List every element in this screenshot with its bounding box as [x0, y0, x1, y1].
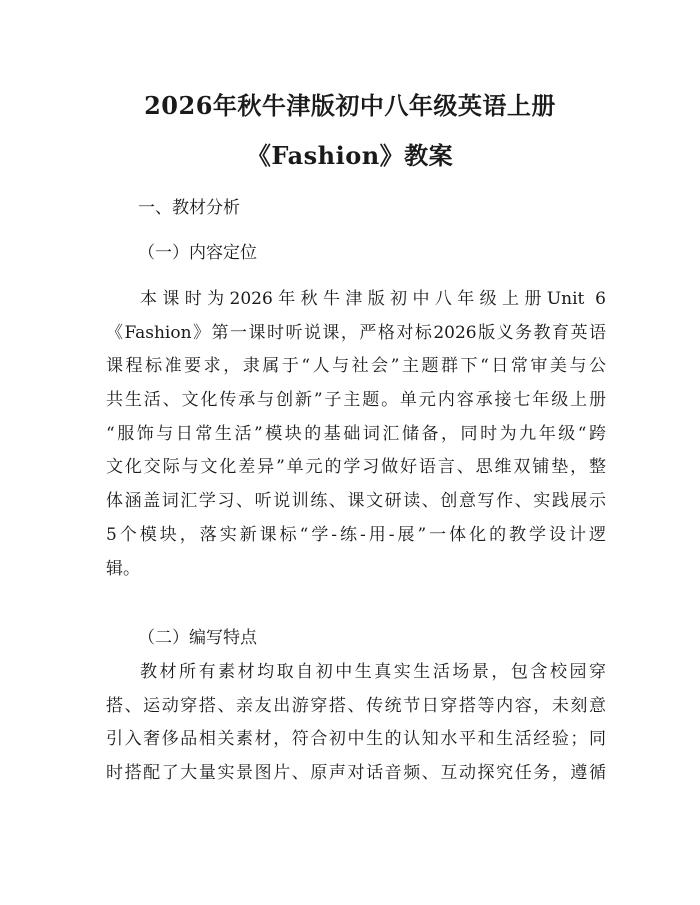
paragraph-line: 本课时为2026年秋牛津版初中八年级上册Unit 6: [140, 289, 606, 309]
paragraph-line: 5个模块，落实新课标“学-练-用-展”一体化的教学设计逻: [106, 524, 606, 545]
paragraph-writing-features: [106, 656, 606, 791]
paragraph-line: 体涵盖词汇学习、听说训练、课文研读、创意写作、实践展示: [106, 491, 606, 512]
paragraph-line: 共生活、文化传承与创新”子主题。单元内容承接七年级上册: [106, 390, 606, 411]
paragraph-line: 课程标准要求，隶属于“人与社会”主题群下“日常审美与公: [106, 356, 606, 377]
paragraph-line: 文化交际与文化差异”单元的学习做好语言、思维双铺垫，整: [106, 457, 606, 478]
document-title-line-1: 2026年秋牛津版初中八年级英语上册: [144, 91, 556, 120]
paragraph-line: 搭、运动穿搭、亲友出游穿搭、传统节日穿搭等内容，未刻意: [106, 695, 606, 716]
sub-heading-writing-features: （二）编写特点: [138, 628, 257, 648]
document-title-line-2: 《Fashion》教案: [246, 141, 454, 170]
paragraph-line: 教材所有素材均取自初中生真实生活场景，包含校园穿: [140, 662, 606, 682]
paragraph-content-positioning: [106, 283, 606, 586]
paragraph-line: 《Fashion》第一课时听说课，严格对标2026版义务教育英语: [106, 322, 606, 343]
paragraph-line: “服饰与日常生活”模块的基础词汇储备，同时为九年级“跨: [106, 423, 606, 444]
section-heading: 一、教材分析: [138, 198, 240, 218]
paragraph-line: 引入奢侈品相关素材，符合初中生的认知水平和生活经验；同: [106, 729, 606, 750]
sub-heading-content-positioning: （一）内容定位: [138, 243, 257, 263]
paragraph-line: 辑。: [106, 558, 140, 579]
paragraph-line: 时搭配了大量实景图片、原声对话音频、互动探究任务，遵循: [106, 763, 606, 784]
